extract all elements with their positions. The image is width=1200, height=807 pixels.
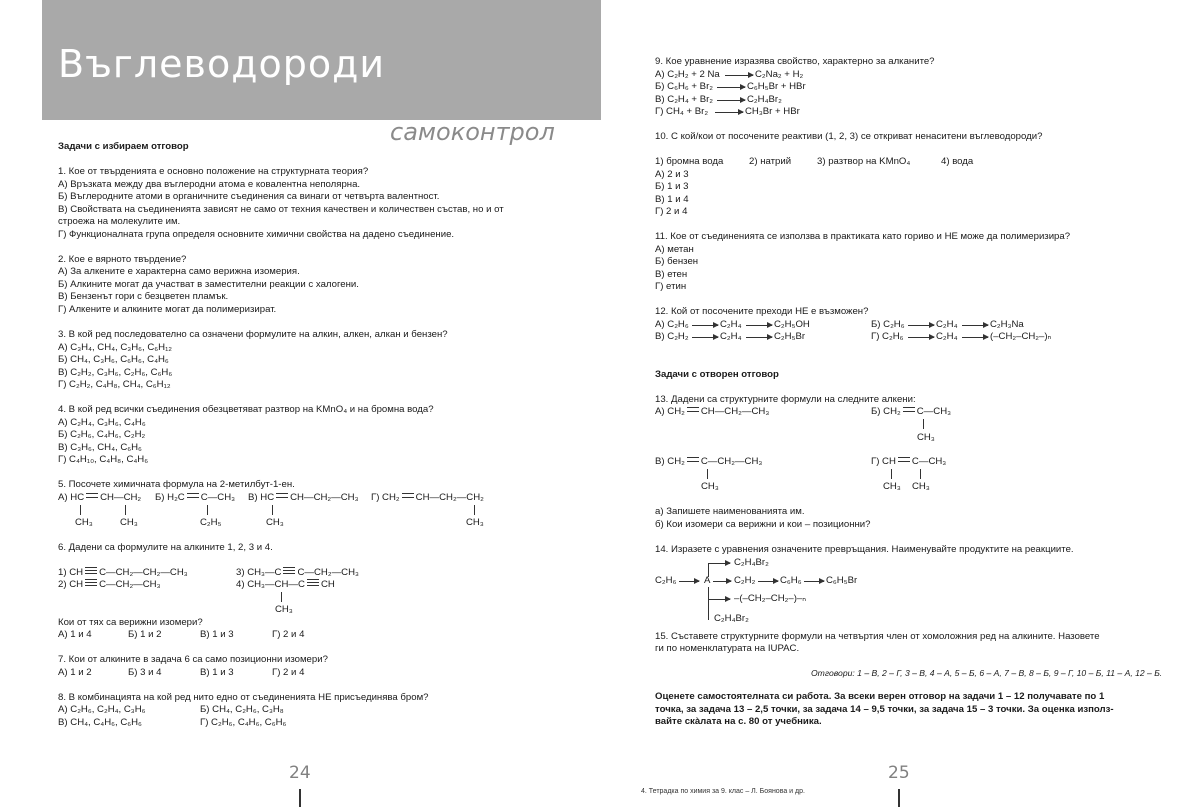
q5-d-part2: CH—CH₂—CH₂	[415, 492, 484, 503]
q9-option-d-right: CH₃Br + HBr	[745, 106, 800, 117]
q5-a-substituent-2: CH₃	[120, 517, 138, 528]
q3-option-d: Г) C₂H₂, C₄H₈, CH₄, C₆H₁₂	[58, 379, 171, 390]
q9-option-a-right: C₂Na₂ + H₂	[755, 69, 804, 80]
bond-line	[80, 505, 81, 515]
q6-f2-part2: C—CH₂—CH₃	[99, 579, 161, 590]
q10-option-b: Б) 1 и 3	[655, 181, 689, 192]
q2-option-c: В) Бензенът гори с безцветен пламък.	[58, 291, 229, 302]
q2-option-b: Б) Алкините могат да участват в заместителни реакции с халогени.	[58, 279, 359, 290]
q13-d-substituent-2: CH₃	[912, 481, 930, 492]
page-marker-left	[299, 789, 301, 807]
q6-f4-part2: CH	[320, 579, 335, 590]
q3-option-a: А) C₃H₄, CH₄, C₃H₆, C₆H₁₂	[58, 342, 173, 353]
arrow	[717, 87, 745, 88]
double-bond	[687, 407, 699, 412]
bond-line	[474, 505, 475, 515]
question-6: 6. Дадени са формулите на алкините 1, 2, 3 и 4.	[58, 542, 273, 553]
page-number-left: 24	[289, 763, 311, 783]
question-1: 1. Кое от твърденията е основно положение на структурната теория?	[58, 166, 369, 177]
q8-option-d: Г) C₂H₆, C₄H₆, C₆H₆	[200, 717, 287, 728]
q5-c-part2: CH—CH₂—CH₃	[290, 492, 359, 503]
scheme-start: C₂H₆	[655, 575, 677, 586]
arrow	[746, 337, 772, 338]
q1-option-c-cont: строежа на молекулите им.	[58, 216, 181, 227]
q6-f2-part1: 2) CH	[58, 579, 84, 590]
q12-a-1: А) C₂H₆	[655, 319, 689, 330]
q6-option-b: Б) 1 и 2	[128, 629, 162, 640]
q5-option-c	[248, 492, 359, 504]
double-bond	[402, 493, 414, 498]
arrow	[746, 325, 772, 326]
q11-option-b: Б) бензен	[655, 256, 699, 267]
question-9: 9. Кое уравнение изразява свойство, характерно за алканите?	[655, 56, 935, 67]
arrow	[708, 563, 730, 564]
scheme-product-2: C₆H₆	[780, 575, 802, 586]
scheme-top-product: C₂H₄Br₂	[734, 557, 769, 568]
q13-d-part1: Г) CH	[871, 456, 896, 467]
arrow	[717, 100, 745, 101]
q10-reagent-3: 3) разтвор на KMnO₄	[817, 156, 911, 167]
q1-option-b: Б) Въглеродните атоми в органичните съединения са винаги от четвърта валентност.	[58, 191, 440, 202]
double-bond	[903, 407, 915, 412]
question-11: 11. Кое от съединенията се използва в практиката като гориво и НЕ може да полимеризира?	[655, 231, 1071, 242]
q1-option-d: Г) Функционалната група определя основните химични свойства на дадено съединение.	[58, 229, 455, 240]
q10-option-c: В) 1 и 4	[655, 194, 689, 205]
arrow	[708, 599, 730, 600]
bond-line	[125, 505, 126, 515]
arrow	[962, 325, 988, 326]
double-bond	[276, 493, 288, 498]
q7-option-b: Б) 3 и 4	[128, 667, 162, 678]
triple-bond	[85, 567, 97, 574]
q12-b-2: C₂H₄	[936, 319, 958, 330]
answer-key: Отговори: 1 – В, 2 – Г, 3 – В, 4 – А, 5 – Б, 6 – А, 7 – В, 8 – Б, 9 – Г, 10 – Б, 11 – А, 12 – Б.	[811, 668, 1163, 678]
grading-line-1: Оценете самостоятелната си работа. За всеки верен отговор на задачи 1 – 12 получавате по 1	[655, 691, 1105, 702]
q6-f3-part2: C—CH₂—CH₃	[297, 567, 359, 578]
q12-c-3: C₂H₅Br	[774, 331, 806, 342]
q10-reagent-1: 1) бромна вода	[655, 156, 724, 167]
q12-d-2: C₂H₄	[936, 331, 958, 342]
arrow	[804, 581, 824, 582]
q7-option-d: Г) 2 и 4	[272, 667, 305, 678]
q9-option-a-left: А) C₂H₂ + 2 Na	[655, 69, 720, 80]
q6-sub-question: Кои от тях са верижни изомери?	[58, 617, 203, 628]
q13-b-part1: Б) CH₂	[871, 406, 901, 417]
q5-d-part1: Г) CH₂	[371, 492, 400, 503]
arrow	[725, 75, 753, 76]
question-13: 13. Дадени са структурните формули на следните алкени:	[655, 394, 916, 405]
q13-a-part2: CH—CH₂—CH₃	[700, 406, 770, 417]
q5-option-d	[371, 492, 484, 504]
q6-formula-4	[236, 579, 335, 591]
q6-f1-part2: C—CH₂—CH₂—CH₃	[99, 567, 188, 578]
q5-c-part1: В) HC	[248, 492, 275, 503]
q12-c-1: В) C₂H₂	[655, 331, 689, 342]
question-15-cont: ги по номенклатурата на IUPAC.	[655, 643, 800, 654]
q8-option-b: Б) CH₄, C₂H₆, C₃H₈	[200, 704, 284, 715]
q1-option-c: В) Свойствата на съединенията зависят не само от техния качествен и количествен състав, но и от	[58, 204, 504, 215]
section-subtitle: самоконтрол	[390, 118, 555, 146]
triple-bond	[85, 579, 97, 586]
scheme-polymer: –(–CH₂–CH₂–)–ₙ	[734, 593, 807, 604]
q12-a-2: C₂H₄	[720, 319, 742, 330]
question-2: 2. Кое е вярното твърдение?	[58, 254, 187, 265]
q5-b-part1: Б) H₂C	[155, 492, 185, 503]
arrow	[679, 581, 699, 582]
q9-option-c-left: В) C₂H₄ + Br₂	[655, 94, 714, 105]
q4-option-d: Г) C₄H₁₀, C₄H₈, C₄H₆	[58, 454, 149, 465]
q6-formula-2	[58, 579, 161, 591]
q4-option-b: Б) C₂H₆, C₄H₆, C₂H₂	[58, 429, 146, 440]
bond-line	[923, 419, 924, 429]
bond-line	[920, 469, 921, 479]
q13-c-substituent: CH₃	[701, 481, 719, 492]
double-bond	[86, 493, 98, 498]
question-5: 5. Посочете химичната формула на 2-метилбут-1-ен.	[58, 479, 295, 490]
q6-formula-3	[236, 567, 359, 579]
page-number-right: 25	[888, 763, 910, 783]
q12-c-2: C₂H₄	[720, 331, 742, 342]
question-8: 8. В комбинацията на кой ред нито едно от съединенията НЕ присъединява бром?	[58, 692, 429, 703]
q6-f4-part1: 4) CH₃—CH—C	[236, 579, 305, 590]
q10-option-d: Г) 2 и 4	[655, 206, 688, 217]
q9-option-b-right: C₆H₅Br + HBr	[747, 81, 806, 92]
question-14: 14. Изразете с уравнения означените превръщания. Наименувайте продуктите на реакциите.	[655, 544, 1074, 555]
q9-option-d-left: Г) CH₄ + Br₂	[655, 106, 709, 117]
grading-line-2: точка, за задача 13 – 2,5 точки, за задача 14 – 9,5 точки, за задача 15 – 3 точки. За оценка използ-	[655, 704, 1114, 715]
triple-bond	[307, 579, 319, 586]
q6-formula-1	[58, 567, 188, 579]
bond-line	[281, 592, 282, 602]
double-bond	[187, 493, 199, 498]
q8-option-c: В) CH₄, C₄H₆, C₆H₆	[58, 717, 142, 728]
triple-bond	[283, 567, 295, 574]
bond-line	[272, 505, 273, 515]
q6-option-c: В) 1 и 3	[200, 629, 234, 640]
q13-b-part2: C—CH₃	[916, 406, 952, 417]
q10-reagent-4: 4) вода	[941, 156, 974, 167]
q5-d-substituent: CH₃	[466, 517, 484, 528]
double-bond	[687, 457, 699, 462]
double-bond	[898, 457, 910, 462]
q5-a-part1: А) HC	[58, 492, 85, 503]
q5-a-part2: CH—CH₂	[100, 492, 142, 503]
q2-option-a: А) За алкените е характерна само верижна изомерия.	[58, 266, 300, 277]
arrow	[908, 325, 934, 326]
q9-option-b-left: Б) C₆H₆ + Br₂	[655, 81, 714, 92]
arrow	[692, 337, 718, 338]
scheme-center-a: A	[704, 575, 711, 586]
arrow	[962, 337, 988, 338]
arrow	[715, 112, 743, 113]
q10-option-a: А) 2 и 3	[655, 169, 689, 180]
q8-option-a: А) C₂H₆, C₂H₄, C₃H₆	[58, 704, 146, 715]
q2-option-d: Г) Алкените и алкините могат да полимеризират.	[58, 304, 277, 315]
question-3: 3. В кой ред последователно са означени формулите на алкин, алкен, алкан и бензен?	[58, 329, 448, 340]
grading-line-3: вайте скàлата на с. 80 от учебника.	[655, 716, 822, 727]
q13-d-part2: C—CH₃	[911, 456, 947, 467]
page-marker-right	[898, 789, 900, 807]
q12-b-3: C₂H₃Na	[990, 319, 1024, 330]
q12-d-1: Г) C₂H₆	[871, 331, 904, 342]
question-4: 4. В кой ред всички съединения обезцветяват разтвор на KMnO₄ и на бромна вода?	[58, 404, 434, 415]
q5-option-b	[155, 492, 235, 504]
page-title: Въглеводороди	[58, 42, 386, 86]
q5-b-substituent: C₂H₅	[200, 517, 222, 528]
q6-option-a: А) 1 и 4	[58, 629, 92, 640]
open-section-title: Задачи с отворен отговор	[655, 369, 779, 380]
q9-option-c-right: C₂H₄Br₂	[747, 94, 782, 105]
q11-option-d: Г) етин	[655, 281, 687, 292]
q4-option-c: В) C₃H₆, CH₄, C₆H₆	[58, 442, 142, 453]
scheme-product-3: C₆H₅Br	[826, 575, 858, 586]
q5-option-a	[58, 492, 141, 504]
q13-a-part1: А) CH₂	[655, 406, 685, 417]
q5-b-part2: C—CH₃	[200, 492, 236, 503]
arrow	[758, 581, 778, 582]
q11-option-a: А) метан	[655, 244, 694, 255]
q6-f1-part1: 1) CH	[58, 567, 84, 578]
section-title: Задачи с избираем отговор	[58, 141, 189, 152]
q13-d-substituent-1: CH₃	[883, 481, 901, 492]
q13-task-b: б) Кои изомери са верижни и кои – позиционни?	[655, 519, 871, 530]
q11-option-c: В) етен	[655, 269, 688, 280]
scheme-branch-down	[708, 587, 709, 620]
question-10: 10. С кой/кои от посочените реактиви (1, 2, 3) се откриват ненаситени въглеводороди?	[655, 131, 1043, 142]
question-12: 12. Кой от посочените преходи НЕ е възможен?	[655, 306, 869, 317]
footer-note: 4. Тетрадка по химия за 9. клас – Л. Боянова и др.	[641, 788, 805, 795]
q5-c-substituent: CH₃	[266, 517, 284, 528]
scheme-bottom-product: C₂H₄Br₂	[714, 613, 749, 624]
bond-line	[207, 505, 208, 515]
bond-line	[707, 469, 708, 479]
scheme-product-1: C₂H₂	[734, 575, 756, 586]
q13-formula-c	[655, 456, 762, 468]
q13-formula-a	[655, 406, 769, 418]
q6-f4-substituent: CH₃	[275, 604, 293, 615]
q13-c-part1: В) CH₂	[655, 456, 685, 467]
q1-option-a: А) Връзката между два въглеродни атома е ковалентна неполярна.	[58, 179, 361, 190]
question-7: 7. Кои от алкините в задача 6 са само позиционни изомери?	[58, 654, 328, 665]
arrow	[692, 325, 718, 326]
q7-option-a: А) 1 и 2	[58, 667, 92, 678]
arrow	[908, 337, 934, 338]
q4-option-a: А) C₂H₄, C₃H₆, C₄H₆	[58, 417, 146, 428]
q3-option-c: В) C₂H₂, C₃H₆, C₂H₆, C₆H₆	[58, 367, 173, 378]
q13-c-part2: C—CH₂—CH₃	[700, 456, 763, 467]
q12-a-3: C₂H₅OH	[774, 319, 810, 330]
bond-line	[891, 469, 892, 479]
q13-b-substituent: CH₃	[917, 432, 935, 443]
q13-formula-b	[871, 406, 951, 418]
q3-option-b: Б) CH₄, C₃H₆, C₆H₆, C₄H₆	[58, 354, 169, 365]
arrow	[713, 581, 731, 582]
q5-a-substituent-1: CH₃	[75, 517, 93, 528]
q13-task-a: а) Запишете наименованията им.	[655, 506, 805, 517]
q13-formula-d	[871, 456, 946, 468]
q6-f3-part1: 3) CH₃—C	[236, 567, 282, 578]
q12-d-3: (–CH₂–CH₂–)ₙ	[990, 331, 1052, 342]
question-15: 15. Съставете структурните формули на четвъртия член от хомоложния ред на алкините. Назовете	[655, 631, 1100, 642]
q12-b-1: Б) C₂H₆	[871, 319, 905, 330]
q7-option-c: В) 1 и 3	[200, 667, 234, 678]
q6-option-d: Г) 2 и 4	[272, 629, 305, 640]
q10-reagent-2: 2) натрий	[749, 156, 792, 167]
